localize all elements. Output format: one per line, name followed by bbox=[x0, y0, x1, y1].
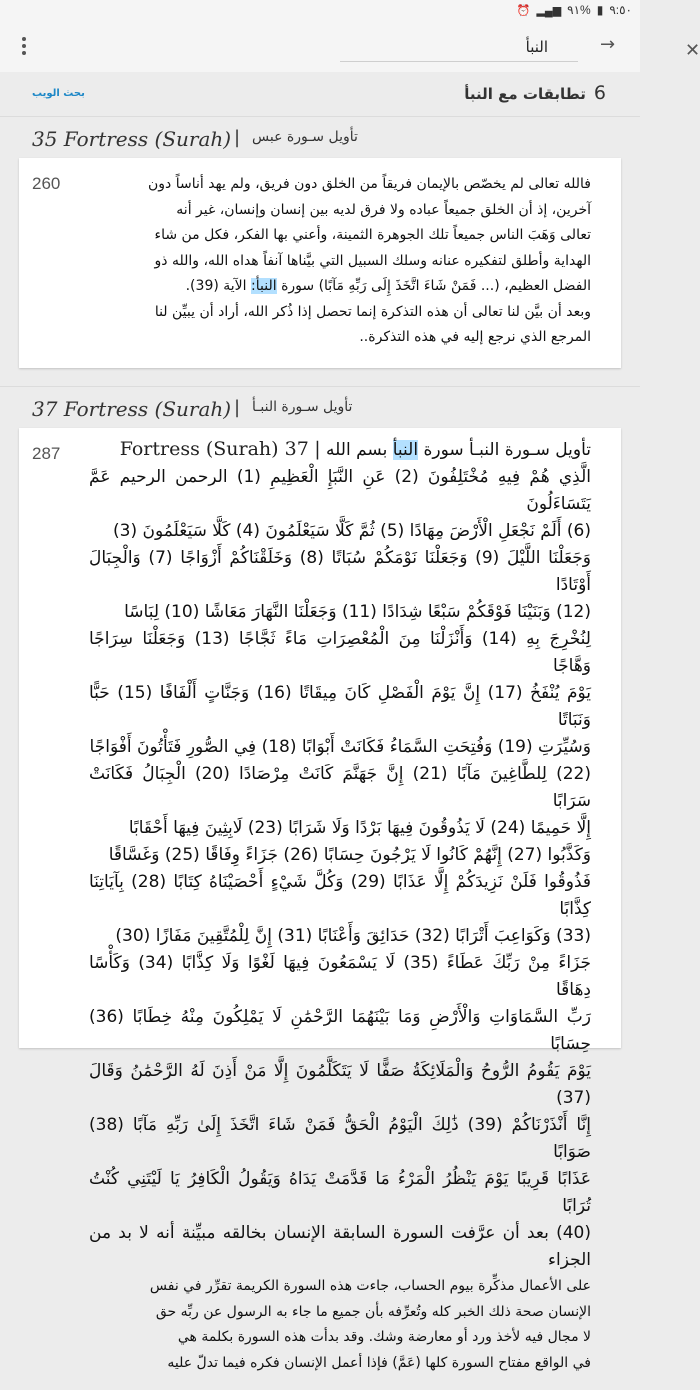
text-line: آخرين، إذ أن الخلق جميعاً عباده ولا فرق لديه بين إنسان وإنسان، غير أنه bbox=[176, 201, 591, 218]
alarm-icon: ⏰ bbox=[516, 4, 531, 17]
search-bar bbox=[0, 20, 700, 72]
book-title: 37 Fortress (Surah) bbox=[32, 397, 232, 421]
verse-line: (22) لِلطَّاغِينَ مَآبًا (21) إِنَّ جَهَنَّمَ كَانَتْ مِرْصَادًا (20) الْجِبَالُ فَكَانَتْ سَرَابًا bbox=[89, 764, 591, 811]
close-icon[interactable]: ✕ bbox=[685, 40, 700, 61]
text-line: في الواقع مفتاح السورة كلها (عَمَّ) فإذا أعمل الإنسان فكره فيما تدلّ عليه bbox=[167, 1354, 591, 1371]
title-separator: | bbox=[234, 397, 241, 418]
text-line bbox=[89, 274, 591, 300]
verse-line: وَكَذَّبُوا (27) إِنَّهُمْ كَانُوا لَا يَرْجُونَ حِسَابًا (26) جَزَاءً وِفَاقًا (25) وَغَسَّاقًا bbox=[108, 845, 591, 865]
battery-level: ٩١% bbox=[567, 3, 591, 17]
result-section-title[interactable] bbox=[0, 386, 640, 428]
results-header bbox=[0, 72, 640, 116]
verse-line: فَذُوقُوا فَلَنْ نَزِيدَكُمْ إِلَّا عَذَابًا (29) وَكُلَّ شَيْءٍ أَحْصَيْنَاهُ كِتَابًا (28) بِآيَاتِنَا كِذَّابًا bbox=[89, 872, 592, 919]
text-line bbox=[89, 436, 591, 464]
results-count-label: تطابقات مع النبأ bbox=[464, 85, 586, 103]
result-section-title[interactable] bbox=[0, 116, 640, 158]
text-line: الهداية وأطلق لتفكيره عنانه وسلك السبيل التي بيَّناها آنفاً هداه الله، والله ذو bbox=[154, 252, 591, 269]
verse-line: (6) أَلَمْ نَجْعَلِ الْأَرْضَ مِهَادًا (5) ثُمَّ كَلَّا سَيَعْلَمُونَ (4) كَلَّا سَيَعْلَمُونَ (3) bbox=[113, 521, 591, 541]
text-fragment: بسم الله bbox=[326, 440, 388, 460]
verse-line: لِنُخْرِجَ بِهِ (14) وَأَنْزَلْنَا مِنَ الْمُعْصِرَاتِ مَاءً ثَجَّاجًا (13) وَجَعَلْنَا سِرَاجًا وَهَّاجًا bbox=[89, 629, 591, 676]
verse-line: الَّذِي هُمْ فِيهِ مُخْتَلِفُونَ (2) عَنِ النَّبَإِ الْعَظِيمِ (1) الرحمن الرحيم عَمَّ يَتَسَاءَلُونَ bbox=[89, 467, 591, 514]
arrow-back-icon[interactable]: → bbox=[600, 34, 616, 55]
more-vert-icon[interactable] bbox=[14, 34, 34, 58]
title-separator: | bbox=[234, 127, 241, 148]
text-fragment: الفضل العظيم، (... فَمَنْ شَاءَ اتَّخَذَ إِلَى رَبِّهِ مَآبًا) سورة bbox=[281, 278, 591, 294]
battery-icon: ▮ bbox=[596, 3, 604, 17]
text-line: لا مجال فيه لأخذ ورد أو معارضة وشك. وقد بدأت هذه السورة بكلمة هي bbox=[177, 1329, 591, 1345]
text-fragment: الآية (39). bbox=[185, 278, 247, 294]
results-count bbox=[464, 82, 606, 104]
text-line: الإنسان صحة ذلك الخبر كله وتُعرِّفه بأن جميع ما جاء به الرسول عن ربِّه حق bbox=[155, 1303, 591, 1320]
search-highlight: النبأ: bbox=[251, 278, 277, 294]
search-highlight: النبأ bbox=[392, 440, 419, 460]
verse-line: وَجَعَلْنَا اللَّيْلَ (9) وَجَعَلْنَا نَوْمَكُمْ سُبَاتًا (8) وَخَلَقْنَاكُمْ أَزْوَاجًا (7) وَالْجِبَالَ أَوْتَادًا bbox=[89, 548, 592, 595]
result-text bbox=[19, 158, 621, 365]
verse-line: (12) وَبَنَيْنَا فَوْقَكُمْ سَبْعًا شِدَادًا (11) وَجَعَلْنَا النَّهَارَ مَعَاشًا (10) لِبَاسًا bbox=[124, 602, 591, 622]
clock: ٩:٥٠ bbox=[609, 3, 632, 17]
chapter-title: تأويل سـورة النبـأ bbox=[252, 399, 353, 415]
inline-book-title: 37 Fortress (Surah) bbox=[119, 438, 309, 460]
status-bar bbox=[0, 0, 640, 20]
verse-line: (40) بعد أن عرَّفت السورة السابقة الإنسان بخالقه مبيِّنة أنه لا بد من الجزاء bbox=[89, 1223, 591, 1270]
text-line: على الأعمال مذكِّرة بيوم الحساب، جاءت هذه السورة الكريمة تقرِّر في نفس bbox=[149, 1278, 591, 1294]
search-input[interactable] bbox=[340, 32, 700, 62]
result-card[interactable] bbox=[19, 158, 621, 368]
verse-line: إِنَّا أَنْذَرْنَاكُمْ (39) ذَٰلِكَ الْيَوْمُ الْحَقُّ فَمَنْ شَاءَ اتَّخَذَ إِلَىٰ رَبِّهِ مَآبًا (38) صَوَابًا bbox=[89, 1115, 592, 1162]
result-text bbox=[19, 428, 621, 1390]
text-line: فالله تعالى لم يخصّص بالإيمان فريقاً من الخلق دون فريق، ولم يهد أناساً دون bbox=[147, 176, 591, 192]
web-search-link[interactable]: بحث الويب bbox=[32, 88, 85, 99]
verse-line: يَوْمَ يُنْفَخُ (17) إِنَّ يَوْمَ الْفَصْلِ كَانَ مِيقَاتًا (16) وَجَنَّاتٍ أَلْفَافًا (15) حَبًّا وَنَبَاتًا bbox=[89, 683, 591, 730]
verse-line: وَسُيِّرَتِ (19) وَفُتِحَتِ السَّمَاءُ فَكَانَتْ أَبْوَابًا (18) فِي الصُّورِ فَتَأْتُونَ أَفْوَاجًا bbox=[89, 737, 591, 757]
page-number: 260 bbox=[32, 174, 61, 193]
result-card[interactable] bbox=[19, 428, 621, 1371]
verse-line: (33) وَكَوَاعِبَ أَتْرَابًا (32) حَدَائِقَ وَأَعْنَابًا (31) إِنَّ لِلْمُتَّقِينَ مَفَازًا (30) bbox=[115, 926, 591, 946]
verse-line: يَوْمَ يَقُومُ الرُّوحُ وَالْمَلَائِكَةُ صَفًّا لَا يَتَكَلَّمُونَ إِلَّا مَنْ أَذِنَ لَهُ الرَّحْمَٰنُ وَقَالَ (37) bbox=[89, 1061, 591, 1108]
results-count-number: 6 bbox=[593, 82, 606, 104]
text-fragment: تأويل سـورة النبـأ سورة bbox=[423, 440, 591, 460]
verse-line: رَبِّ السَّمَاوَاتِ وَالْأَرْضِ وَمَا بَيْنَهُمَا الرَّحْمَٰنِ لَا يَمْلِكُونَ مِنْهُ خِطَابًا (36) حِسَابًا bbox=[89, 1007, 591, 1054]
text-line: المرجع الذي نرجع إليه في هذه التذكرة.. bbox=[359, 329, 591, 345]
book-title: 35 Fortress (Surah) bbox=[32, 127, 232, 151]
verse-line: إِلَّا حَمِيمًا (24) لَا يَذُوقُونَ فِيهَا بَرْدًا وَلَا شَرَابًا (23) لَابِثِينَ فِيهَا أَحْقَابًا bbox=[128, 818, 591, 838]
verse-line: جَزَاءً مِنْ رَبِّكَ عَطَاءً (35) لَا يَسْمَعُونَ فِيهَا لَغْوًا وَلَا كِذَّابًا (34) وَكَأْسًا دِهَاقًا bbox=[89, 953, 591, 1000]
search-query[interactable]: النبأ bbox=[525, 38, 548, 56]
text-line: وبعد أن بيَّن لنا تعالى أن هذه التذكرة إنما تحصل إذا ذُكر الله، أراد أن يبيِّن لنا bbox=[154, 303, 591, 320]
text-line: تعالى وَهَبَ الناس جميعاً تلك الجوهرة الثمينة، وأعني بها الفكر، فكل من شاء bbox=[154, 227, 591, 243]
inline-separator: | bbox=[314, 438, 321, 460]
page-number: 287 bbox=[32, 444, 61, 463]
verse-line: عَذَابًا قَرِيبًا يَوْمَ يَنْظُرُ الْمَرْءُ مَا قَدَّمَتْ يَدَاهُ وَيَقُولُ الْكَافِرُ يَا لَيْتَنِي كُنْتُ تُرَابًا bbox=[89, 1169, 591, 1216]
signal-icon: ▂▄▆ bbox=[536, 4, 562, 17]
chapter-title: تأويل سـورة عبس bbox=[252, 129, 358, 145]
